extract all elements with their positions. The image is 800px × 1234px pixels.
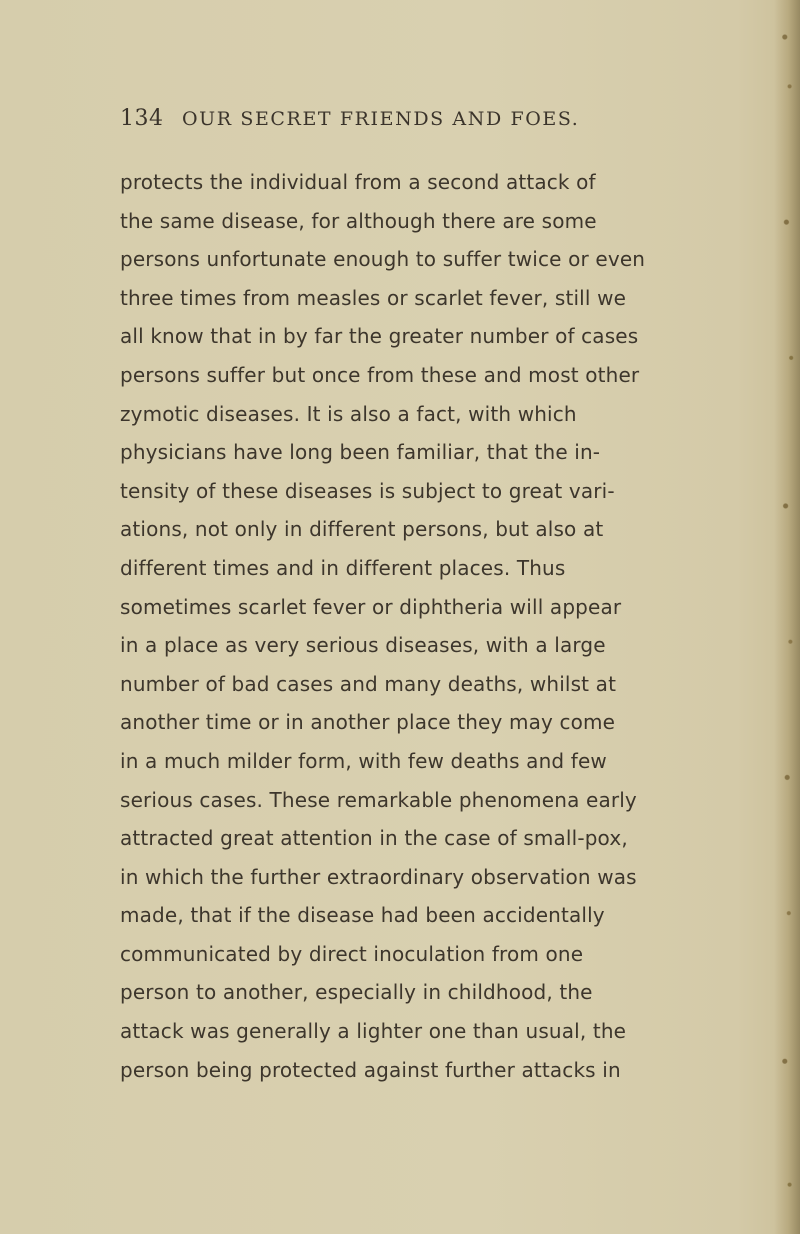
text-line: three times from measles or scarlet fever, still we bbox=[120, 285, 627, 310]
text-line: person to another, especially in childhood, the bbox=[120, 980, 593, 1005]
page-edge-foxing bbox=[780, 0, 796, 1234]
text-line: another time or in another place they may come bbox=[120, 710, 616, 735]
page-number: 134 bbox=[120, 106, 164, 131]
text-line: communicated by direct inoculation from one bbox=[120, 941, 584, 966]
text-line: made, that if the disease had been accidentally bbox=[120, 903, 605, 928]
page-header bbox=[120, 106, 720, 136]
text-line: persons suffer but once from these and most other bbox=[120, 362, 640, 387]
text-line: number of bad cases and many deaths, whilst at bbox=[120, 671, 617, 696]
text-line: physicians have long been familiar, that the in- bbox=[120, 440, 601, 465]
text-line: attracted great attention in the case of small-pox, bbox=[120, 826, 628, 851]
text-line: different times and in different places. Thus bbox=[120, 555, 566, 580]
text-line: sometimes scarlet fever or diphtheria will appear bbox=[120, 594, 622, 619]
text-line: protects the individual from a second attack of bbox=[120, 170, 596, 194]
text-line: in which the further extraordinary observation was bbox=[120, 864, 637, 889]
text-line: in a much milder form, with few deaths and few bbox=[120, 748, 607, 773]
text-line: the same disease, for although there are some bbox=[120, 208, 597, 233]
text-line: all know that in by far the greater number of cases bbox=[120, 324, 639, 349]
text-line: tensity of these diseases is subject to great vari- bbox=[120, 478, 615, 503]
running-head: OUR SECRET FRIENDS AND FOES. bbox=[182, 108, 580, 130]
text-line: ations, not only in different persons, but also at bbox=[120, 517, 604, 542]
text-line: persons unfortunate enough to suffer twice or even bbox=[120, 247, 646, 272]
body-text bbox=[120, 163, 740, 1089]
text-line: serious cases. These remarkable phenomena early bbox=[120, 787, 637, 812]
text-line: attack was generally a lighter one than usual, the bbox=[120, 1019, 627, 1044]
text-line: person being protected against further attacks in bbox=[120, 1057, 621, 1082]
text-line: zymotic diseases. It is also a fact, with which bbox=[120, 401, 577, 426]
text-line: in a place as very serious diseases, with a large bbox=[120, 633, 606, 658]
